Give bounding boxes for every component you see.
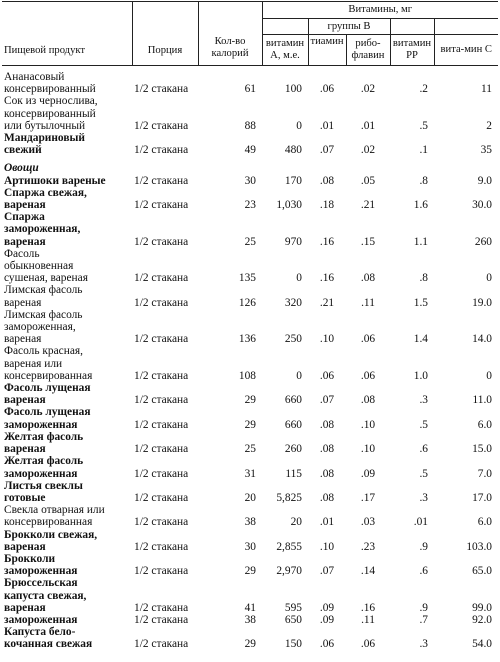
calories-cell: 29 [244,565,256,578]
vitamin-pp-cell: .8 [419,174,428,187]
table-row [2,614,498,626]
vitamin-c-cell: 7.0 [477,467,492,480]
thiamine-cell: .06 [319,638,335,651]
vitamin-c-cell: 103.0 [466,540,492,553]
product-name-cell: Желтая фасоль вареная [4,430,84,456]
table-row [2,626,498,650]
vitamin-c-cell: 15.0 [472,443,492,456]
vitamin-a-cell: 150 [284,638,302,651]
header-thiamine: тиамин [308,35,346,66]
product-name-cell: Ананасовый консервированный [4,71,96,96]
vitamin-a-cell: 250 [284,333,302,346]
portion-cell: 1/2 стакана [134,119,189,132]
product-name-cell: Капуста бело- кочанная свежая [4,626,93,651]
riboflavin-cell: .05 [360,174,376,187]
vitamin-c-cell: 0 [486,369,492,382]
riboflavin-cell: .10 [360,443,376,456]
header-group-b: группы В [308,19,390,35]
header-vitamins-group: Витамины, мг [262,2,498,19]
riboflavin-cell: .09 [360,467,376,480]
table-row [2,175,498,187]
section-title: Овощи [4,162,39,175]
portion-cell: 1/2 стакана [134,235,189,248]
riboflavin-cell: .15 [360,235,376,248]
riboflavin-cell: .03 [360,516,376,529]
calories-cell: 49 [244,144,256,157]
vitamin-a-cell: 115 [285,467,302,480]
thiamine-cell: .21 [319,296,335,309]
vitamin-pp-cell: 1.4 [413,333,428,346]
product-name-cell: Спаржа свежая, вареная [4,186,87,212]
vitamin-pp-cell: .2 [419,83,428,96]
calories-cell: 38 [244,613,256,626]
table-row [2,248,498,285]
thiamine-cell: .01 [319,119,335,132]
header-spacer-a [262,19,308,35]
calories-cell: 31 [244,467,256,480]
product-name-cell: Фасоль обыкновенная сушеная, вареная [4,247,88,285]
calories-cell: 25 [244,235,256,248]
vitamin-a-cell: 2,970 [276,565,302,578]
table-row [2,132,498,156]
vitamin-c-cell: 9.0 [477,174,492,187]
riboflavin-cell: .21 [360,199,376,212]
header-riboflavin: рибо-флавин [346,35,390,66]
vitamin-pp-cell: .6 [419,565,428,578]
calories-cell: 126 [238,296,256,309]
portion-cell: 1/2 стакана [134,601,189,614]
product-name-cell: Брокколи замороженная [4,552,78,578]
vitamin-a-cell: 1,030 [276,199,302,212]
riboflavin-cell: .11 [361,296,375,309]
vitamin-pp-cell: .5 [419,467,428,480]
vitamin-a-cell: 260 [284,443,302,456]
table-row [2,95,498,132]
calories-cell: 23 [244,199,256,212]
riboflavin-cell: .08 [360,394,376,407]
table-row [2,480,498,504]
vitamin-a-cell: 5,825 [276,491,302,504]
vitamin-a-cell: 970 [284,235,302,248]
product-name-cell: Лимская фасоль вареная [4,284,83,309]
table-row [2,284,498,308]
thiamine-cell: .10 [319,333,335,346]
portion-cell: 1/2 стакана [134,540,189,553]
vitamin-pp-cell: 1.5 [413,296,428,309]
vitamin-c-cell: 6.0 [477,516,492,529]
vitamin-c-cell: 54.0 [472,638,492,651]
vitamin-pp-cell: .3 [419,491,428,504]
vitamin-c-cell: 19.0 [472,296,492,309]
vitamin-a-cell: 480 [284,144,302,157]
riboflavin-cell: .23 [360,540,376,553]
product-name-cell: Брюссельская капуста свежая, вареная [4,577,87,614]
calories-cell: 61 [244,83,256,96]
riboflavin-cell: .02 [360,83,376,96]
portion-cell: 1/2 стакана [134,272,189,285]
vitamin-c-cell: 17.0 [472,491,492,504]
vitamin-a-cell: 2,855 [276,540,302,553]
vitamin-pp-cell: 1.1 [413,235,428,248]
riboflavin-cell: .01 [360,119,376,132]
thiamine-cell: .16 [319,272,335,285]
riboflavin-cell: .10 [360,418,376,431]
product-name-cell: замороженная [4,613,78,626]
table-row [2,553,498,577]
header-vitamin-a: витамин А, м.е. [262,35,308,66]
vitamin-pp-cell: .9 [419,540,428,553]
vitamin-c-cell: 92.0 [472,613,492,626]
table-row [2,406,498,430]
product-name-cell: Листья свеклы готовые [4,479,83,504]
vitamin-a-cell: 595 [284,601,302,614]
header-vitamin-c: вита-мин С [434,35,498,66]
vitamin-c-cell: 11 [481,83,492,96]
calories-cell: 30 [244,174,256,187]
riboflavin-cell: .02 [360,144,376,157]
vitamin-pp-cell: .5 [419,119,428,132]
vitamin-pp-cell: .01 [413,516,428,529]
vitamin-pp-cell: .3 [419,394,428,407]
calories-cell: 41 [244,601,256,614]
thiamine-cell: .08 [319,467,335,480]
thiamine-cell: .09 [319,613,335,626]
table-row [2,211,498,248]
calories-cell: 29 [244,418,256,431]
vitamin-pp-cell: .8 [419,272,428,285]
product-name-cell: Лимская фасоль замороженная, вареная [4,308,83,346]
section-row [2,156,498,174]
vitamin-pp-cell: .7 [419,613,428,626]
vitamin-a-cell: 660 [284,418,302,431]
thiamine-cell: .08 [319,491,335,504]
vitamin-a-cell: 0 [296,272,302,285]
vitamin-pp-cell: 1.0 [413,369,428,382]
portion-cell: 1/2 стакана [134,418,189,431]
riboflavin-cell: .08 [360,272,376,285]
portion-cell: 1/2 стакана [134,443,189,456]
vitamin-a-cell: 20 [290,516,302,529]
portion-cell: 1/2 стакана [134,516,189,529]
vitamin-a-cell: 660 [284,394,302,407]
header-calories: Кол-во калорий [198,2,262,66]
vitamin-c-cell: 0 [486,272,492,285]
thiamine-cell: .08 [319,443,335,456]
vitamin-c-cell: 35 [480,144,492,157]
riboflavin-cell: .17 [360,491,376,504]
table-row [2,345,498,382]
product-name-cell: Мандариновый свежий [4,132,85,157]
vitamin-c-cell: 11.0 [472,394,492,407]
portion-cell: 1/2 стакана [134,491,189,504]
header-spacer-c [434,19,498,35]
calories-cell: 108 [238,369,256,382]
vitamin-pp-cell: .5 [419,418,428,431]
header-spacer-pp [390,19,434,35]
thiamine-cell: .06 [319,369,335,382]
calories-cell: 136 [238,333,256,346]
calories-cell: 30 [244,540,256,553]
product-name-cell: Фасоль красная, вареная или консервированная [4,345,93,382]
portion-cell: 1/2 стакана [134,394,189,407]
thiamine-cell: .16 [319,235,335,248]
table-row [2,504,498,528]
product-name-cell: Спаржа замороженная, вареная [4,211,81,248]
vitamin-c-cell: 260 [474,235,492,248]
vitamin-pp-cell: .3 [419,638,428,651]
vitamin-c-cell: 14.0 [472,333,492,346]
riboflavin-cell: .06 [360,638,376,651]
vitamin-table [2,1,498,651]
portion-cell: 1/2 стакана [134,613,189,626]
riboflavin-cell: .06 [360,333,376,346]
riboflavin-cell: .14 [360,565,376,578]
header-product: Пищевой продукт [2,2,132,66]
portion-cell: 1/2 стакана [134,83,189,96]
thiamine-cell: .07 [319,565,335,578]
calories-cell: 88 [244,119,256,132]
product-name-cell: Фасоль лущеная замороженная [4,406,91,431]
calories-cell: 29 [244,394,256,407]
vitamin-a-cell: 100 [284,83,302,96]
thiamine-cell: .18 [319,199,335,212]
thiamine-cell: .07 [319,394,335,407]
portion-cell: 1/2 стакана [134,296,189,309]
header-vitamin-pp: витамин РР [390,35,434,66]
calories-cell: 29 [244,638,256,651]
product-name-cell: Желтая фасоль замороженная [4,455,84,480]
vitamin-pp-cell: 1.6 [413,199,428,212]
vitamin-a-cell: 650 [284,613,302,626]
product-name-cell: Брокколи свежая, вареная [4,528,98,553]
table-body [2,66,498,651]
table-row [2,309,498,346]
riboflavin-cell: .11 [361,613,375,626]
product-name-cell: Фасоль лущеная вареная [4,382,91,407]
product-name-cell: Сок из чернослива, консервированный или бутылочный [4,95,98,132]
riboflavin-cell: .06 [360,369,376,382]
vitamin-c-cell: 30.0 [472,199,492,212]
calories-cell: 135 [238,272,256,285]
thiamine-cell: .06 [319,83,335,96]
calories-cell: 25 [244,443,256,456]
header-portion: Порция [132,2,198,66]
table-row [2,455,498,479]
riboflavin-cell: .16 [360,601,376,614]
portion-cell: 1/2 стакана [134,638,189,651]
vitamin-pp-cell: .6 [419,443,428,456]
portion-cell: 1/2 стакана [134,144,189,157]
portion-cell: 1/2 стакана [134,199,189,212]
thiamine-cell: .08 [319,418,335,431]
product-name-cell: Артишоки вареные [4,174,106,187]
portion-cell: 1/2 стакана [134,174,189,187]
vitamin-a-cell: 170 [284,174,302,187]
calories-cell: 20 [244,491,256,504]
table-row [2,187,498,211]
vitamin-a-cell: 320 [284,296,302,309]
table-row [2,529,498,553]
table-row [2,382,498,406]
table-row [2,66,498,96]
portion-cell: 1/2 стакана [134,369,189,382]
thiamine-cell: .09 [319,601,335,614]
vitamin-c-cell: 99.0 [472,601,492,614]
thiamine-cell: .01 [319,516,335,529]
portion-cell: 1/2 стакана [134,467,189,480]
vitamin-c-cell: 6.0 [477,418,492,431]
thiamine-cell: .08 [319,174,335,187]
vitamin-c-cell: 2 [486,119,492,132]
table-header [2,2,498,66]
vitamin-a-cell: 0 [296,119,302,132]
table-row [2,577,498,614]
calories-cell: 38 [244,516,256,529]
thiamine-cell: .07 [319,144,335,157]
vitamin-pp-cell: .1 [419,144,428,157]
vitamin-a-cell: 0 [296,369,302,382]
thiamine-cell: .10 [319,540,335,553]
vitamin-c-cell: 65.0 [472,565,492,578]
vitamin-pp-cell: .9 [419,601,428,614]
product-name-cell: Свекла отварная или консервированная [4,504,105,529]
table-row [2,431,498,455]
portion-cell: 1/2 стакана [134,333,189,346]
portion-cell: 1/2 стакана [134,565,189,578]
